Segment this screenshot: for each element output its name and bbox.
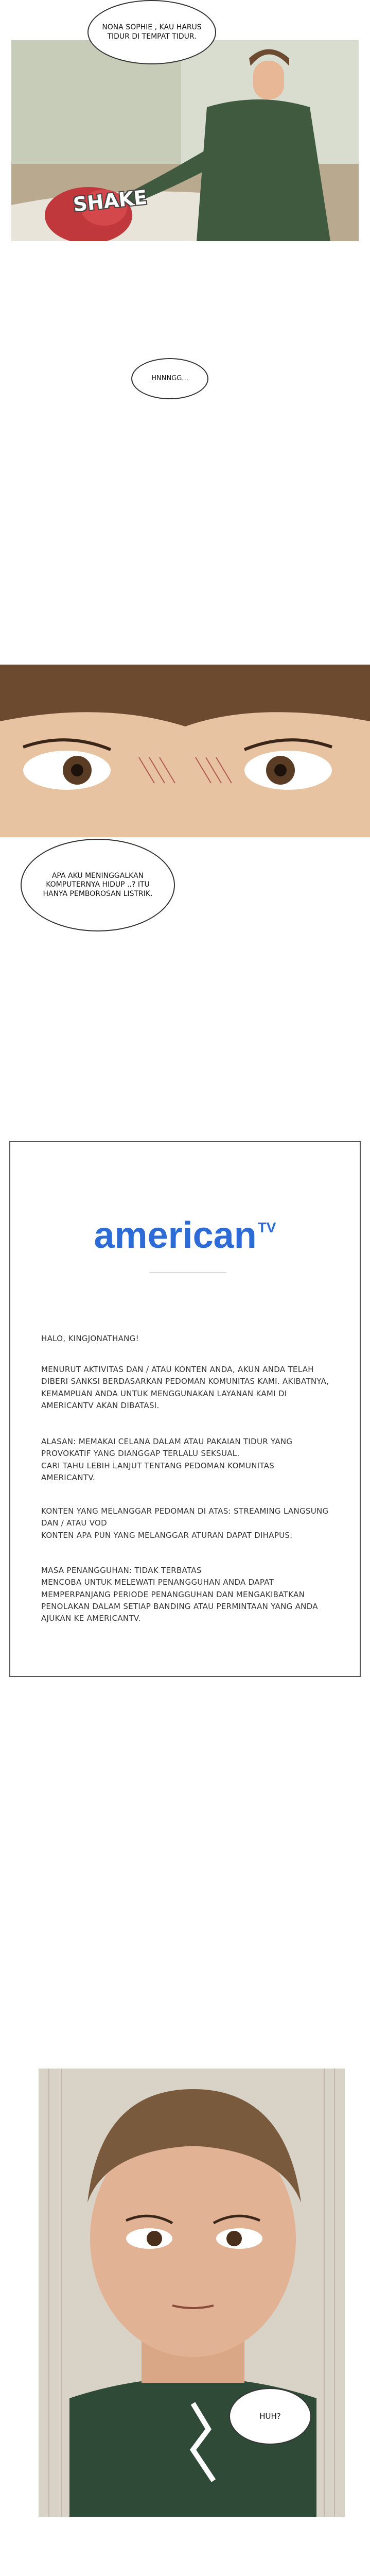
logo-divider (149, 1272, 226, 1273)
panel-3 (39, 2069, 345, 2517)
notice-paragraph-4: MASA PENANGGUHAN: TIDAK TERBATAS MENCOBA UNTUK MELEWATI PENANGGUHAN ANDA DAPAT MEMPERPANJANG PERIODE PENANGGUHAN DAN MENGAKIBATKAN PENOLAKAN DALAM SETIAP BANDING ATAU PERMINTAAN YANG ANDA AJUKAN KE AMERICANTV. (41, 1566, 318, 1623)
notice-paragraph-1: MENURUT AKTIVITAS DAN / ATAU KONTEN ANDA, AKUN ANDA TELAH DIBERI SANKSI BERDASARKAN PEDOMAN KOMUNITAS KAMI. AKIBATNYA, KEMAMPUAN ANDA UNTUK MENGGUNAKAN LAYANAN KAMI DI AMERICANTV AKAN DIBATASI. (41, 1365, 329, 1410)
speech-bubble-computer: APA AKU MENINGGALKAN KOMPUTERNYA HIDUP ..? ITU HANYA PEMBOROSAN LISTRIK. (21, 839, 175, 931)
logo-super: TV (257, 1219, 276, 1235)
logo-text: american (94, 1215, 257, 1256)
panel-1 (11, 40, 359, 241)
notice-greeting: HALO, KINGJONATHANG! (41, 1334, 139, 1343)
speech-bubble-huh: HUH? (229, 2388, 311, 2445)
panel-1-art (11, 40, 359, 241)
notice-paragraph-2: ALASAN: MEMAKAI CELANA DALAM ATAU PAKAIAN TIDUR YANG PROVOKATIF YANG DIANGGAP TERLALU SEKSUAL. CARI TAHU LEBIH LANJUT TENTANG PEDOMAN KOMUNITAS AMERICANTV. (41, 1437, 293, 1482)
panel-3-art (39, 2069, 345, 2517)
notice-paragraph-3: KONTEN YANG MELANGGAR PEDOMAN DI ATAS: STREAMING LANGSUNG DAN / ATAU VOD KONTEN APA PUN YANG MELANGGAR ATURAN DAPAT DIHAPUS. (41, 1506, 329, 1540)
suspension-notice (9, 1141, 361, 1677)
sfx-shake: SHAKE (72, 185, 148, 216)
speech-bubble-sophie: NONA SOPHIE , KAU HARUS TIDUR DI TEMPAT TIDUR. (87, 0, 216, 64)
panel-2 (0, 665, 370, 837)
speech-bubble-hnnngg: HNNNGG... (131, 358, 208, 399)
panel-2-art (0, 665, 370, 837)
americantv-logo (10, 1214, 360, 1257)
